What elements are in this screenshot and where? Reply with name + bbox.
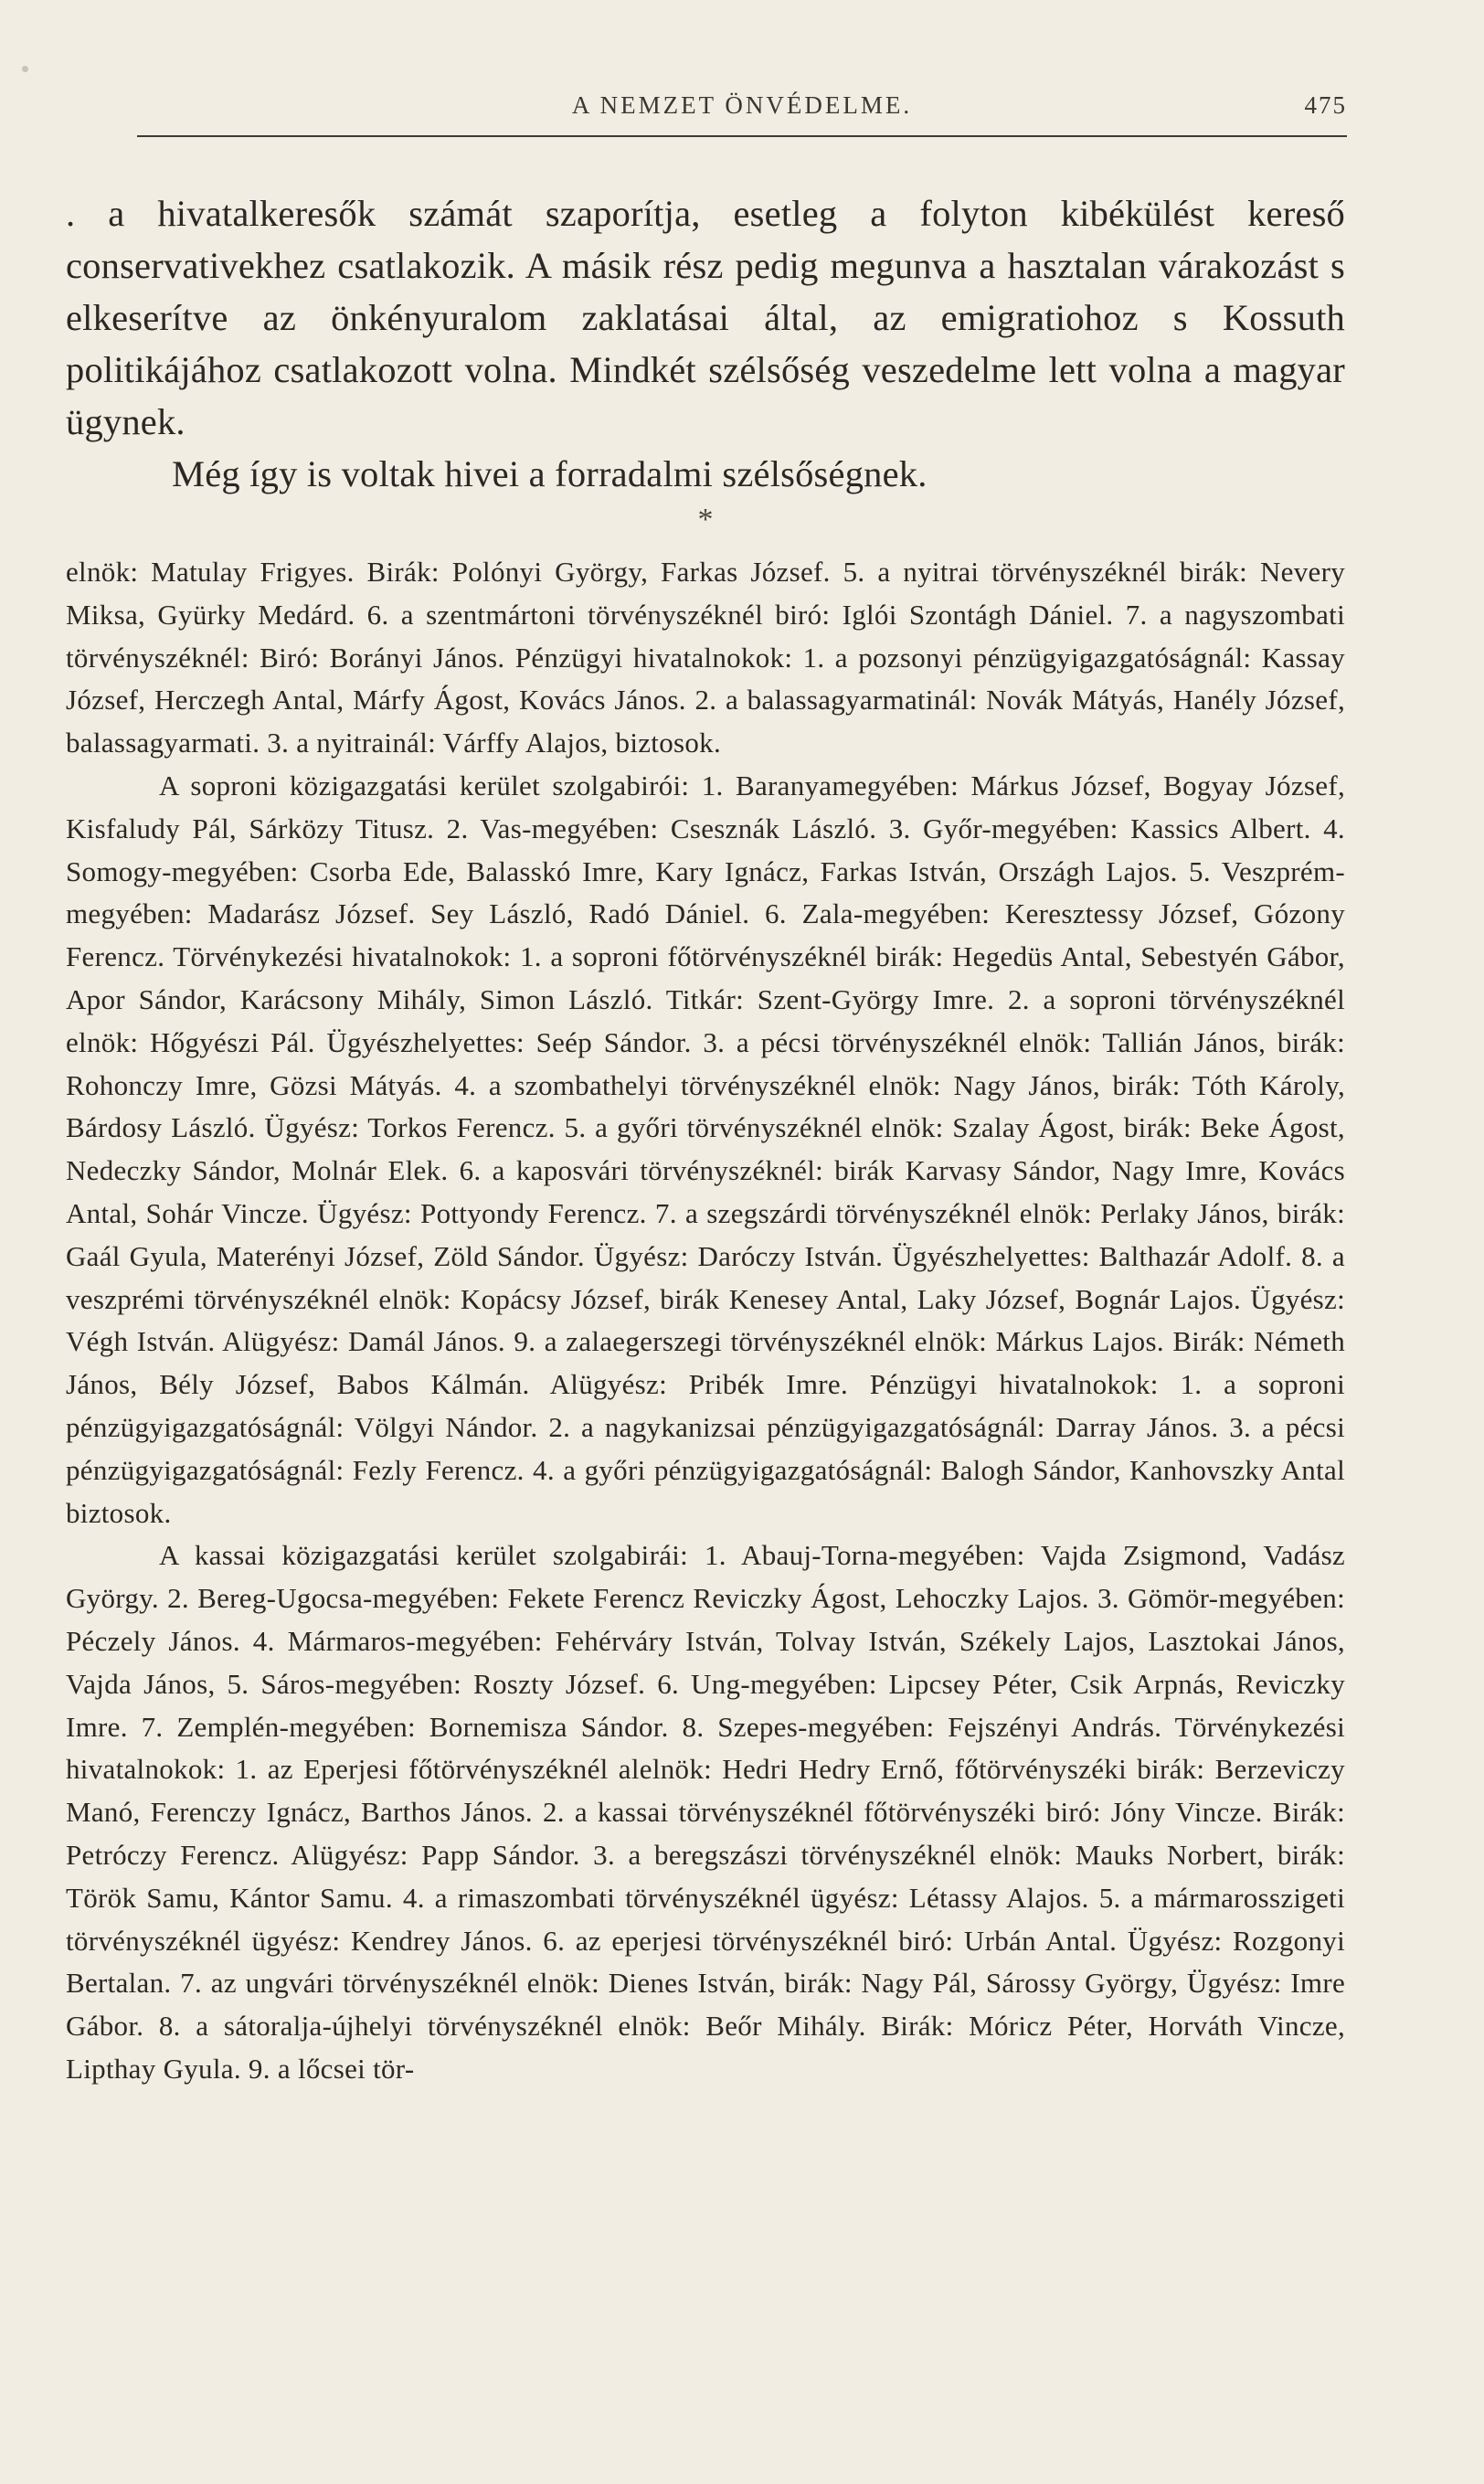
running-title: A NEMZET ÖNVÉDELME. [571, 91, 913, 119]
section-separator: * [697, 503, 714, 536]
footnote-text [66, 551, 1345, 2091]
paper-speck [22, 66, 28, 72]
main-text [66, 187, 1345, 536]
footnote-paragraph: A soproni közigazgatási kerület szolgabirói: 1. Baranyamegyében: Márkus József, Bogyay József, Kisfaludy Pál, Sárközy Titusz. 2. Vas-megyében: Csesznák László. 3. Győr-megyében: Kassics Albert. 4. Somogy-megyében: Csorba Ede, Balasskó Imre, Kary Ignácz, Farkas István, Országh Lajos. 5. Veszprém-megyében: Madarász József. Sey László, Radó Dániel. 6. Zala-megyében: Keresztessy József, Gózony Ferencz. Törvénykezési hivatalnokok: 1. a soproni főtörvényszéknél birák: Hegedüs Antal, Sebestyén Gábor, Apor Sándor, Karácsony Mihály, Simon László. Titkár: Szent-György Imre. 2. a soproni törvényszéknél elnök: Hőgyészi Pál. Ügyészhelyettes: Seép Sándor. 3. a pécsi törvényszéknél elnök: Tallián János, birák: Rohonczy Imre, Gözsi Mátyás. 4. a szombathelyi törvényszéknél elnök: Nagy János, birák: Tóth Károly, Bárdosy László. Ügyész: Torkos Ferencz. 5. a győri törvényszéknél elnök: Szalay Ágost, birák: Beke Ágost, Nedeczky Sándor, Molnár Elek. 6. a kaposvári törvényszéknél: birák Karvasy Sándor, Nagy Imre, Kovács Antal, Sohár Vincze. Ügyész: Pottyondy Ferencz. 7. a szegszárdi törvényszéknél elnök: Perlaky János, birák: Gaál Gyula, Materényi József, Zöld Sándor. Ügyész: Daróczy István. Ügyészhelyettes: Balthazár Adolf. 8. a veszprémi törvényszéknél elnök: Kopácsy József, birák Kenesey Antal, Laky József, Bognár Lajos. Ügyész: Végh István. Alügyész: Damál János. 9. a zalaegerszegi törvényszéknél elnök: Márkus Lajos. Birák: Németh János, Bély József, Babos Kálmán. Alügyész: Pribék Imre. Pénzügyi hivatalnokok: 1. a soproni pénzügyigazgatóságnál: Völgyi Nándor. 2. a nagykanizsai pénzügyigazgatóságnál: Darray János. 3. a pécsi pénzügyigazgatóságnál: Fezly Ferencz. 4. a győri pénzügyigazgatóságnál: Balogh Sándor, Kanhovszky Antal biztosok. [66, 769, 1345, 1529]
footnote-paragraph: A kassai közigazgatási kerület szolgabirái: 1. Abauj-Torna-megyében: Vajda Zsigmond, Vadász György. 2. Bereg-Ugocsa-megyében: Fekete Ferencz Reviczky Ágost, Lehoczky Lajos. 3. Gömör-megyében: Péczely János. 4. Mármaros-megyében: Fehérváry István, Tolvay István, Székely Lajos, Lasztokai János, Vajda János, 5. Sáros-megyében: Roszty József. 6. Ung-megyében: Lipcsey Péter, Csik Arpnás, Reviczky Imre. 7. Zemplén-megyében: Bornemisza Sándor. 8. Szepes-megyében: Fejszényi András. Törvénykezési hivatalnokok: 1. az Eperjesi főtörvényszéknél alelnök: Hedri Hedry Ernő, főtörvényszéki birák: Berzeviczy Manó, Ferenczy Ignácz, Barthos János. 2. a kassai törvényszéknél főtörvényszéki biró: Jóny Vincze. Birák: Petróczy Ferencz. Alügyész: Papp Sándor. 3. a beregszászi törvényszéknél elnök: Mauks Norbert, birák: Török Samu, Kántor Samu. 4. a rimaszombati törvényszéknél ügyész: Létassy Alajos. 5. a mármarosszigeti törvényszéknél ügyész: Kendrey János. 6. az eperjesi törvényszéknél biró: Urbán Antal. Ügyész: Rozgonyi Bertalan. 7. az ungvári törvényszéknél elnök: Dienes István, birák: Nagy Pál, Sárossy György, Ügyész: Imre Gábor. 8. a sátoralja-újhelyi törvényszéknél elnök: Beőr Mihály. Birák: Móricz Péter, Horváth Vincze, Lipthay Gyula. 9. a lőcsei tör- [66, 1539, 1345, 2085]
page-number: 475 [1304, 91, 1347, 119]
main-paragraph: . a hivatalkeresők számát szaporítja, esetleg a folyton kibékülést kereső conservativekhez csatlakozik. A másik rész pedig megunva a hasztalan várakozást s elkeserítve az önkényuralom zaklatásai által, az emigratiohoz s Kossuth politikájához csatlakozott volna. Mindkét szélsőség veszedelme lett volna a magyar ügynek. [66, 193, 1345, 442]
footnote-paragraph: elnök: Matulay Frigyes. Birák: Polónyi György, Farkas József. 5. a nyitrai törvényszéknél birák: Nevery Miksa, Gyürky Medárd. 6. a szentmártoni törvényszéknél biró: Iglói Szontágh Dániel. 7. a nagyszombati törvényszéknél: Biró: Borányi János. Pénzügyi hivatalnokok: 1. a pozsonyi pénzügyigazgatóságnál: Kassay József, Herczegh Antal, Márfy Ágost, Kovács János. 2. a balassagyarmatinál: Novák Mátyás, Hanély József, balassagyarmati. 3. a nyitrainál: Várffy Alajos, biztosok. [66, 556, 1345, 759]
main-paragraph: Még így is voltak hivei a forradalmi szélsőségnek. [172, 453, 928, 494]
header-rule [137, 135, 1347, 137]
page-header [137, 91, 1347, 137]
body-text [66, 187, 1345, 2091]
